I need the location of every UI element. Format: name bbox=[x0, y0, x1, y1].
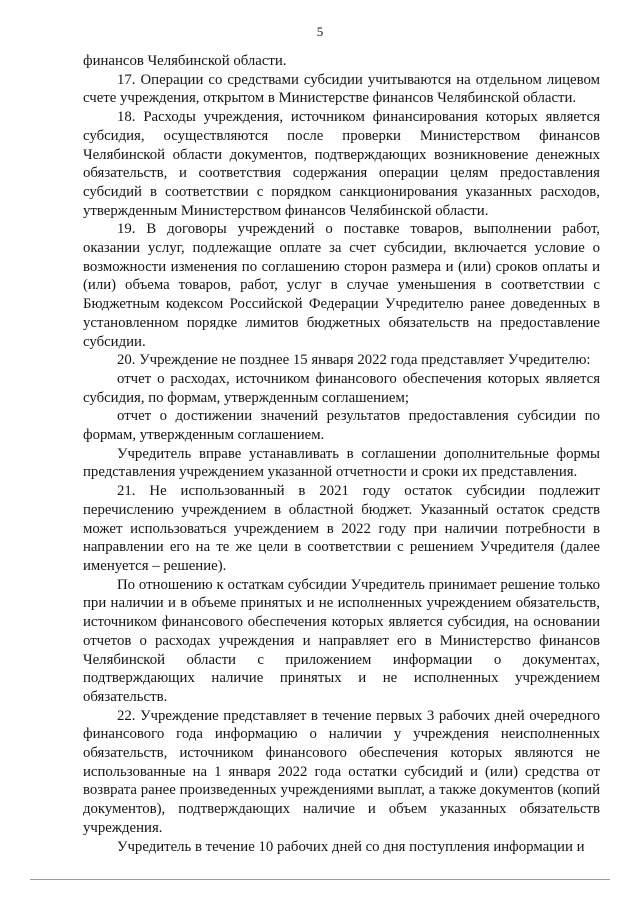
paragraph-19: 19. В договоры учреждений о поставке товаров, выполнении работ, оказании услуг, подлежащие оплате за счет субсидии, включается условие о возможности изменения по соглашению сторон размера и (или) сроков оплаты и (или) объема товаров, работ, услуг в случае уменьшения в соответствии с Бюджетным кодексом Российской Федерации Учредителю ранее доведенных в установленном порядке лимитов бюджетных обязательств на предоставление субсидии. bbox=[83, 221, 600, 350]
document-body bbox=[83, 52, 600, 856]
paragraph-17: 17. Операции со средствами субсидии учитываются на отдельном лицевом счете учреждения, открытом в Министерстве финансов Челябинской области. bbox=[83, 71, 600, 107]
paragraph-22-founder-review: Учредитель в течение 10 рабочих дней со дня поступления информации и bbox=[117, 838, 585, 855]
page-bottom-line bbox=[30, 879, 610, 880]
paragraph-18: 18. Расходы учреждения, источником финансирования которых является субсидия, осуществляются после проверки Министерством финансов Челябинской области документов, подтверждающих возникновение денежных обязательств, и соответствия содержания операции целям предоставления субсидий в соответствии с порядком санкционирования указанных расходов, утвержденным Министерством финансов Челябинской области. bbox=[83, 109, 600, 219]
page-number: 5 bbox=[316, 24, 324, 39]
paragraph-continuation: финансов Челябинской области. bbox=[83, 53, 287, 69]
paragraph-20-results-report: отчет о достижении значений результатов предоставления субсидии по формам, утвержденным соглашением. bbox=[83, 408, 600, 444]
paragraph-22: 22. Учреждение представляет в течение первых 3 рабочих дней очередного финансового года информацию о наличии у учреждения неисполненных обязательств, источником финансового обеспечения которых являются не использованные на 1 января 2022 года остатки субсидий и (или) средства от возврата ранее произведенных учреждениями выплат, а также документов (копий документов), подтверждающих наличие и объем указанных обязательств учреждения. bbox=[83, 707, 600, 836]
paragraph-20: 20. Учреждение не позднее 15 января 2022 года представляет Учредителю: bbox=[117, 352, 591, 369]
paragraph-21-remaining-funds: По отношению к остаткам субсидии Учредитель принимает решение только при наличии и в объеме принятых и не исполненных учреждением обязательств, источником финансового обеспечения которых является субсидия, на основании отчетов о расходах учреждения и направляет его в Министерство финансов Челябинской области с приложением информации о документах, подтверждающих наличие принятых и не исполненных учреждением обязательств. bbox=[83, 576, 600, 705]
paragraph-21: 21. Не использованный в 2021 году остаток субсидии подлежит перечислению учреждением в областной бюджет. Указанный остаток средств может использоваться учреждением в 2022 году при наличии потребности в направлении его на те же цели в соответствии с решением Учредителя (далее именуется – решение). bbox=[83, 483, 600, 574]
paragraph-20-additional-forms: Учредитель вправе устанавливать в соглашении дополнительные формы представления учреждением указанной отчетности и сроки их представления. bbox=[83, 445, 600, 481]
paragraph-20-expense-report: отчет о расходах, источником финансового обеспечения которых является субсидия, по формам, утвержденным соглашением; bbox=[83, 370, 600, 406]
